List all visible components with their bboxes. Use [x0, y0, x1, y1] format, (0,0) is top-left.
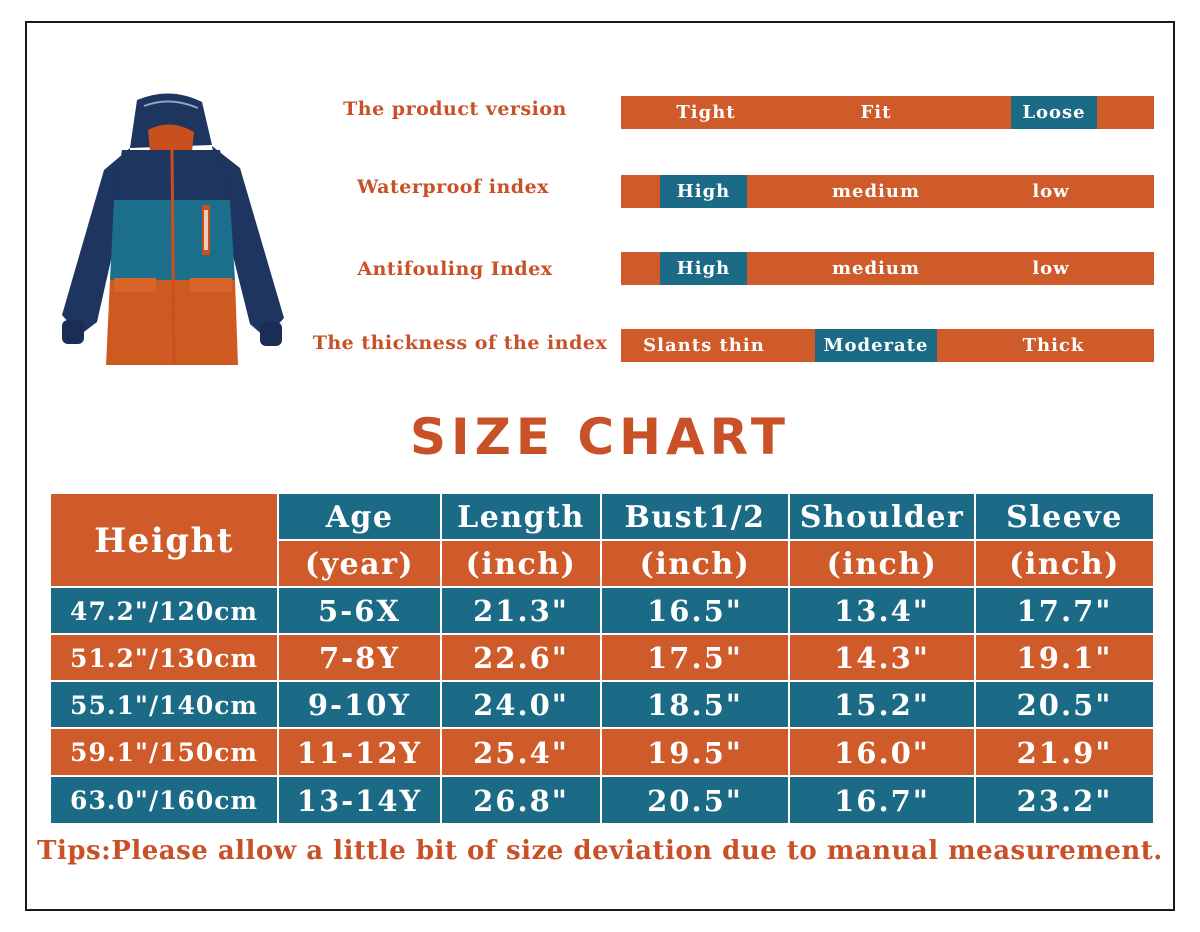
cell-height: 55.1"/140cm [50, 681, 278, 728]
header-length-unit: (inch) [441, 540, 601, 587]
cell-sleeve: 23.2" [975, 776, 1154, 824]
cell-height: 59.1"/150cm [50, 728, 278, 776]
segment-fit: Fit [860, 102, 892, 123]
header-shoulder: Shoulder [789, 493, 975, 540]
segment-high-selected: High [660, 252, 747, 285]
segment-loose-selected: Loose [1011, 96, 1097, 129]
cell-length: 21.3" [441, 587, 601, 634]
size-chart-title: SIZE CHART [409, 408, 791, 466]
header-bust-unit: (inch) [601, 540, 789, 587]
segment-tight: Tight [676, 102, 736, 123]
attribute-label: Antifouling Index [357, 258, 553, 280]
cell-shoulder: 15.2" [789, 681, 975, 728]
segment-medium: medium [831, 258, 921, 279]
cell-height: 63.0"/160cm [50, 776, 278, 824]
attribute-bar [621, 175, 1154, 208]
cell-age: 5-6X [278, 587, 441, 634]
header-bust: Bust1/2 [601, 493, 789, 540]
jacket-image [52, 90, 287, 370]
cell-bust: 17.5" [601, 634, 789, 681]
cell-shoulder: 16.0" [789, 728, 975, 776]
attribute-label: The thickness of the index [312, 332, 608, 354]
header-age: Age [278, 493, 441, 540]
header-height: Height [50, 493, 278, 587]
cell-sleeve: 19.1" [975, 634, 1154, 681]
cell-shoulder: 14.3" [789, 634, 975, 681]
header-sleeve-unit: (inch) [975, 540, 1154, 587]
segment-high-selected: High [660, 175, 747, 208]
cell-shoulder: 16.7" [789, 776, 975, 824]
cell-height: 51.2"/130cm [50, 634, 278, 681]
cell-sleeve: 21.9" [975, 728, 1154, 776]
cell-length: 26.8" [441, 776, 601, 824]
attribute-bar [621, 96, 1154, 129]
cell-length: 24.0" [441, 681, 601, 728]
header-shoulder-unit: (inch) [789, 540, 975, 587]
cell-sleeve: 20.5" [975, 681, 1154, 728]
segment-moderate-selected: Moderate [815, 329, 937, 362]
header-sleeve: Sleeve [975, 493, 1154, 540]
header-age-unit: (year) [278, 540, 441, 587]
attribute-bar [621, 329, 1154, 362]
cell-length: 25.4" [441, 728, 601, 776]
cell-sleeve: 17.7" [975, 587, 1154, 634]
cell-age: 13-14Y [278, 776, 441, 824]
segment-medium: medium [831, 181, 921, 202]
cell-bust: 19.5" [601, 728, 789, 776]
cell-bust: 18.5" [601, 681, 789, 728]
cell-bust: 16.5" [601, 587, 789, 634]
segment-low: low [1032, 258, 1070, 279]
header-length: Length [441, 493, 601, 540]
cell-age: 11-12Y [278, 728, 441, 776]
cell-height: 47.2"/120cm [50, 587, 278, 634]
cell-bust: 20.5" [601, 776, 789, 824]
cell-shoulder: 13.4" [789, 587, 975, 634]
segment-low: low [1032, 181, 1070, 202]
attribute-bar [621, 252, 1154, 285]
attribute-label: The product version [343, 98, 567, 120]
segment-thick: Thick [1022, 335, 1085, 356]
segment-slants-thin: Slants thin [643, 335, 765, 356]
cell-age: 9-10Y [278, 681, 441, 728]
tips-text: Tips:Please allow a little bit of size deviation due to manual measurement. [37, 836, 1163, 866]
size-table [50, 493, 1154, 824]
cell-age: 7-8Y [278, 634, 441, 681]
cell-length: 22.6" [441, 634, 601, 681]
attribute-label: Waterproof index [356, 176, 550, 198]
